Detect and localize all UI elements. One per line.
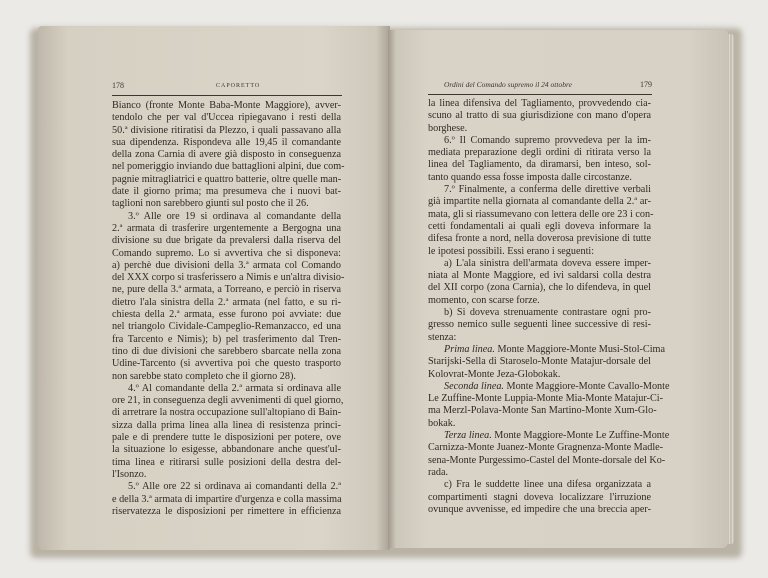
text-line [112,112,341,124]
text-line [428,98,651,110]
text-line [428,393,663,405]
left-page [38,26,390,550]
line-text: tino di due divisioni che sarebbero sbarcate nella zona [112,345,341,357]
text-line [428,258,651,270]
text-line [112,174,341,186]
text-line [428,369,651,381]
text-line [112,432,341,444]
line-text: difesa fronte a nord, nella doverosa previsione di tutte [428,233,651,245]
section-label: Prima linea. [444,343,495,355]
line-text: Kolovrat-Monte Jeza-Globokak. [428,368,561,380]
text-line [428,307,651,319]
text-line [428,270,651,282]
line-text: Bianco (fronte Monte Baba-Monte Maggiore), avver- [112,100,341,111]
line-text: borghese. [428,122,468,134]
text-line [428,343,665,356]
line-text: niata al Monte Maggiore, ed ivi saldarsi colla destra [428,270,651,282]
paragraph [428,479,651,516]
paragraph [112,100,345,211]
text-line [428,319,651,331]
text-line [112,407,341,419]
text-line [112,383,341,395]
line-text: 5.º Alle ore 22 si ordinava ai comandanti della 2.ª [128,481,341,493]
text-line [112,371,341,383]
line-text: a) perchè due divisioni della 3.ª armata col Comando [112,259,341,271]
line-text: riservatezza le disposizioni per rimettere in efficienza [112,505,341,517]
text-line [112,260,341,272]
line-text: 7.º Finalmente, a conferma delle direttive verbali [444,184,651,196]
text-line [112,420,341,432]
line-text: chiesta della 2.ª armata, esse furono poi avviate: due [112,309,341,321]
paragraph [428,135,651,184]
line-text: Le Zuffine-Monte Luppia-Monte Mia-Monte Matajur-Ci- [428,393,663,405]
text-line [112,395,344,407]
line-text: Starijski-Sella di Staroselo-Monte Matajur-dorsale del [428,356,651,368]
line-text: date il giorno prima; ma presumeva che i nuovi bat- [112,186,341,198]
line-text: l'Isonzo. [112,468,147,480]
text-line [112,284,341,296]
line-text: 4.º Al comandante della 2.ª armata si ordinava alle [128,382,341,394]
line-text: tendolo che per val d'Uccea ripiegavano i resti della [112,112,341,124]
text-line [428,123,651,135]
line-text: ma Merzl-Polava-Monte San Martino-Monte Xum-Glo- [428,405,657,417]
text-line [428,295,651,307]
line-text: gresso nemico sulle seguenti linee successive di resi- [428,319,651,331]
line-text: mata, gli si riassumevano con lettera delle ore 23 i con- [428,208,654,220]
left-page-body [112,100,345,518]
text-line [112,309,341,321]
text-line [112,186,341,198]
line-text: scuno al tratto di sua giurisdizione con mano d'opera [428,110,651,122]
paragraph [428,258,651,307]
right-page-body [428,98,670,516]
text-line [112,235,341,247]
text-line [428,405,657,417]
line-text: bokak. [428,417,456,429]
text-line [428,380,670,393]
paragraph [428,307,651,344]
right-page [388,30,728,548]
line-text: sua dipendenza. Rispondeva alle 19,45 il comandante [112,136,341,148]
text-line [112,125,341,137]
line-text: dietro l'ala sinistra della 2.ª armata (nel fatto, e su ri- [112,296,341,308]
header-rule [112,95,342,96]
text-line [428,172,651,184]
header-rule [428,94,652,95]
paragraph [428,343,665,381]
line-text: Monte Maggiore-Monte Cavallo-Monte [503,380,670,392]
line-text: taglioni non sarebbero giunti sul posto che il 26. [112,198,309,210]
text-line [112,248,341,260]
line-text: mediata preparazione degli ordini di ritirata verso la [428,147,651,159]
line-text: divisione su due brigate da prevalersi dalla riserva del [112,235,341,247]
text-line [112,297,341,309]
line-text: linea del Tagliamento, da diramarsi, ben inteso, sol- [428,159,651,171]
text-line [428,332,651,344]
left-running-head: CAPORETTO [216,83,261,89]
line-text: b) Si doveva strenuamente contrastare ogni pro- [444,307,651,319]
line-text: 2.ª armata di trasferire urgentemente a Bergogna una [112,222,341,234]
line-text: la linea difensiva del Tagliamento, provvedendo cia- [428,98,651,109]
right-running-head: Ordini del Comando supremo il 24 ottobre [444,80,572,89]
text-line [428,233,651,245]
line-text: sena-Monte Purgessimo-Castel del Monte-dorsale del Ko- [428,454,666,466]
text-line [112,358,341,370]
paragraph [112,481,341,518]
section-label: Terza linea. [444,430,492,442]
line-text: 3.º Alle ore 19 si ordinava al comandante della [128,210,341,222]
text-line [428,147,651,159]
text-line [112,137,341,149]
text-line [428,442,664,454]
line-text: del XII corpo (zona Carnia), che lo difendeva, in quel [428,282,651,294]
paragraph [428,98,651,135]
line-text: le ipotesi possibili. Essi erano i seguenti: [428,245,595,257]
line-text: Udine-Tarcento (si avvertiva poi che questo trasporto [112,358,341,370]
line-text: rada. [428,466,449,478]
text-line [428,418,651,430]
line-text: nel pomeriggio inviando due battaglioni alpini, due com- [112,161,345,173]
line-text: nel triangolo Cividale-Campeglio-Remanzacco, ed una [112,321,341,333]
text-line [428,504,651,516]
line-text: sizza dalla prima linea alla linea di resistenza princi- [112,419,341,431]
line-text: già impartite nella giornata al comandante della 2.ª ar- [428,196,651,208]
text-line [428,184,651,196]
text-line [112,321,341,333]
line-text: cetti fondamentali ai quali egli doveva informare la [428,220,651,232]
line-text: pagnie mitragliatrici e quattro batterie, oltre quelle man- [112,173,342,185]
line-text: Carnizza-Monte Juanez-Monte Gragnenza-Monte Madle- [428,442,664,454]
paragraph [112,382,344,481]
right-page-number: 179 [640,80,652,89]
text-line [428,208,654,221]
text-line [428,110,651,122]
text-line [428,492,651,504]
line-text: e della 3.ª armata di impartire d'urgenza e colla massima [112,493,342,505]
line-text: tima linea e ritirarsi sulle posizioni della destra del- [112,456,341,468]
text-line [112,198,341,210]
text-line [112,444,341,456]
line-text: 6.º Il Comando supremo provvedeva per la im- [444,134,651,146]
line-text: Monte Maggiore-Monte Le Zuffine-Monte [491,430,670,442]
text-line [428,159,651,171]
text-line [428,246,651,258]
text-line [428,467,651,479]
line-text: tanto quando essa fosse imposta dalle circostanze. [428,171,632,183]
text-line [112,469,341,481]
paragraph [428,184,654,258]
line-text: compartimenti stagni doveva localizzare l'irruzione [428,491,651,503]
text-line [112,161,345,173]
section-label: Seconda linea. [444,380,504,392]
line-text: di arretrare la nostra occupazione sull'altopiano di Bain- [112,407,341,419]
text-line [112,149,341,161]
line-text: ne, pure della 3.ª armata, a Torreano, e perciò in riserva [112,284,341,296]
line-text: stenza: [428,331,457,343]
paragraph [428,380,670,430]
line-text: del XXX corpo si trasferissero a Nimis e un'altra divisio- [112,272,345,284]
line-text: la situazione lo esigesse, abbandonare anche quest'ul- [112,444,341,456]
text-line [112,494,341,506]
line-text: momento, con scarse forze. [428,294,540,306]
line-text: non sarebbe stato completo che il giorno 28). [112,370,296,382]
text-line [428,430,670,442]
text-line [428,282,651,294]
line-text: ore 21, in conseguenza degli avvenimenti di quel giorno, [112,395,344,407]
text-line [428,221,651,233]
text-line [112,223,341,235]
text-line [112,506,341,518]
line-text: fra Tarcento e Nimis); b) pel trasferimento dal Tren- [112,333,341,345]
text-line [428,356,651,368]
text-line [112,211,341,223]
text-line [112,457,341,469]
text-line [428,196,651,208]
text-line [428,479,651,491]
line-text: della zona Carnia di avere già disposto in conseguenza [112,149,341,161]
line-text: ovunque avvenisse, ed impedire che una breccia aper- [428,503,651,515]
text-line [428,135,651,147]
line-text: pale e di prendere tutte le disposizioni per potere, ove [112,432,341,444]
left-page-number: 178 [112,81,124,90]
text-line [112,100,341,112]
text-line [428,454,666,467]
text-line [112,481,341,493]
line-text: Monte Maggiore-Monte Musi-Stol-Cima [494,343,665,355]
text-line [112,334,341,346]
line-text: Comando supremo. Lo si avvertiva che si disponeva: [112,247,341,259]
paragraph [428,430,670,479]
paragraph [112,210,345,383]
text-line [112,272,345,284]
text-line [112,346,341,358]
line-text: a) L'ala sinistra dell'armata doveva essere imper- [444,257,651,269]
line-text: c) Fra le suddette linee una difesa organizzata a [444,479,651,491]
line-text: 50.ª divisione ritiratisi da Plezzo, i quali passavano alla [112,124,341,136]
